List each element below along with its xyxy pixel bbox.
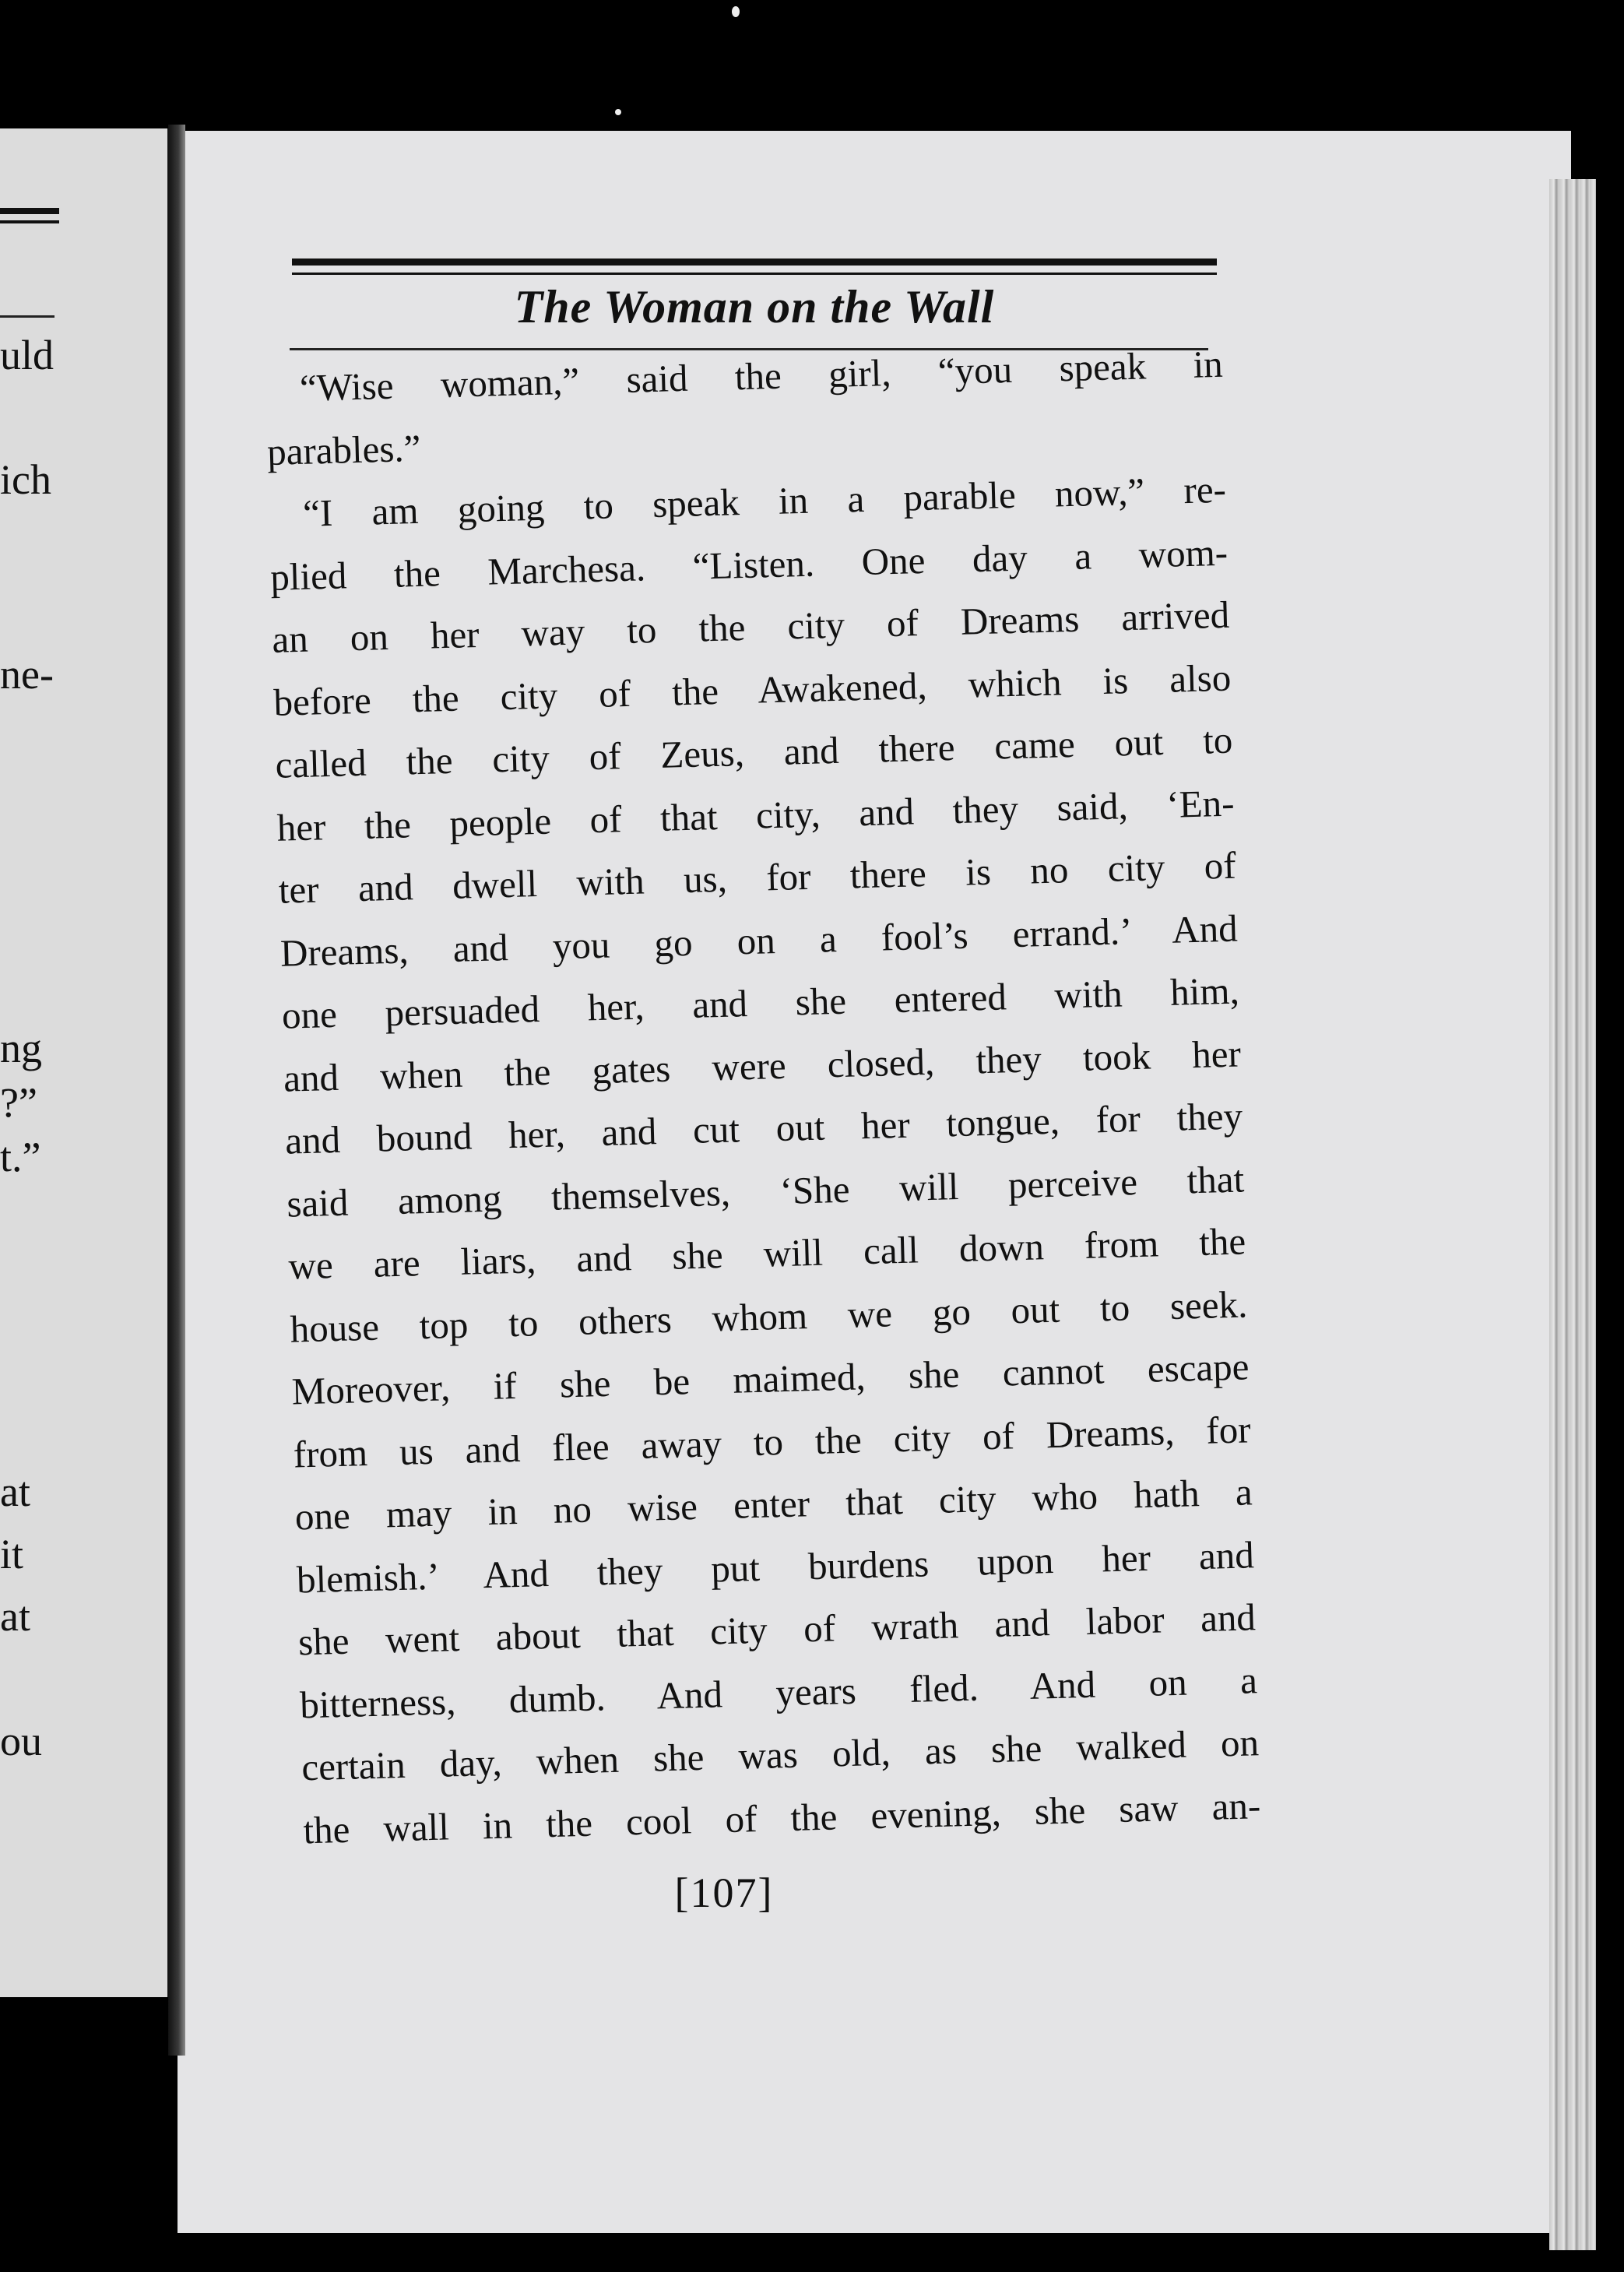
text-line: and bound her, and cut out her tongue, for they [284,1094,1243,1162]
text-line: an on her way to the city of Dreams arrived [271,593,1230,661]
left-text-fragment: ne- [0,651,54,698]
text-line: we are liars, and she will call down from the [287,1219,1246,1288]
text-line: parables.” [266,426,422,473]
text-line: before the city of the Awakened, which is also [272,656,1232,724]
text-line: blemish.’ And they put burdens upon her and [296,1532,1255,1601]
header-rule-thick [292,259,1217,266]
left-page-fragment [0,128,175,1997]
text-line: ter and dwell with us, for there is no city of [278,843,1237,912]
text-line: called the city of Zeus, and there came out to [274,718,1233,786]
left-text-fragment: at [0,1593,30,1640]
left-title-underline [0,315,54,318]
dust-speck [732,6,740,17]
text-line: the wall in the cool of the evening, she saw an- [302,1783,1261,1852]
running-head: The Woman on the Wall [514,281,995,332]
header-rule-thin [292,273,1217,275]
text-line: her the people of that city, and they said, ‘En- [276,781,1236,849]
text-line: Moreover, if she be maimed, she cannot escape [291,1345,1250,1413]
left-text-fragment: uld [0,332,54,378]
text-line: certain day, when she was old, as she walked on [301,1721,1260,1789]
text-line: “I am going to speak in a parable now,” re- [302,467,1227,535]
left-text-fragment: it [0,1531,24,1577]
left-text-fragment: t.” [0,1134,41,1180]
text-line: bitterness, dumb. And years fled. And on a [299,1658,1258,1726]
text-line: one may in no wise enter that city who hath a [294,1470,1253,1539]
text-line: and when the gates were closed, they took her [283,1031,1242,1100]
text-line: one persuaded her, and she entered with him, [281,969,1240,1037]
left-header-rule [0,208,59,214]
text-line: “Wise woman,” said the girl, “you speak in [299,342,1224,410]
page-edges [1549,179,1596,2250]
text-line: from us and flee away to the city of Dreams, for [293,1407,1252,1476]
left-text-fragment: ou [0,1718,42,1764]
left-text-fragment: ?” [0,1079,37,1126]
left-text-fragment: ich [0,456,51,503]
left-text-fragment: ng [0,1025,42,1071]
dust-speck [615,109,621,115]
left-text-fragment: at [0,1468,30,1515]
body-text [265,333,1261,1862]
text-line: Dreams, and you go on a fool’s errand.’ And [279,906,1239,975]
page-number: [107] [674,1869,774,1916]
book-gutter [168,125,185,2056]
text-line: plied the Marchesa. “Listen. One day a wom- [269,530,1229,599]
text-line: she went about that city of wrath and labor and [297,1595,1257,1664]
text-line: house top to others whom we go out to seek. [289,1282,1248,1351]
text-line: said among themselves, ‘She will perceive that [286,1156,1245,1226]
left-header-rule-thin [0,220,59,223]
